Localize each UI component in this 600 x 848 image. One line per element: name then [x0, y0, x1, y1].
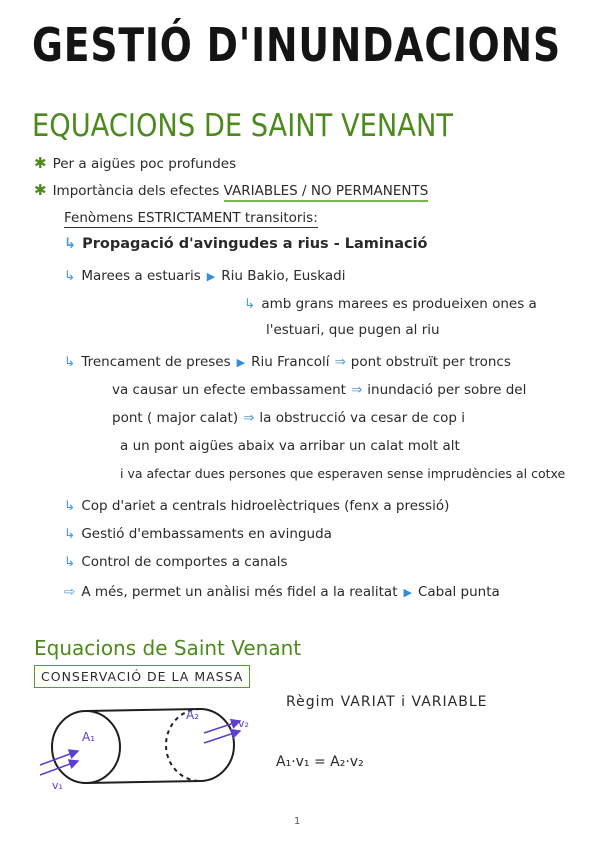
item-dam-break — [64, 354, 511, 370]
outlet-section-front — [200, 709, 234, 781]
regime-text: Règim VARIAT i VARIABLE — [286, 694, 488, 710]
hook-arrow-icon: ↳ — [64, 236, 77, 252]
item-gates — [64, 554, 288, 570]
hook-arrow-icon: ↳ — [64, 526, 76, 542]
dam-line-5: i va afectar dues persones que esperaven sense imprudències al cotxe — [120, 466, 566, 481]
dam-text: inundació per sobre del — [367, 382, 527, 398]
mass-conservation-box: CONSERVACIÓ DE LA MASSA — [34, 665, 250, 688]
item-text: Propagació d'avingudes a rius - Laminació — [82, 236, 428, 252]
triangle-icon: ▶ — [236, 356, 246, 369]
asterisk-icon: ✱ — [34, 181, 47, 199]
item-text: Control de comportes a canals — [81, 554, 288, 570]
double-arrow-icon: ⇒ — [243, 410, 255, 426]
bullet-text: Per a aigües poc profundes — [52, 156, 237, 172]
double-hook-arrow-icon: ⇨ — [64, 584, 76, 600]
pipe-diagram — [34, 695, 264, 795]
dam-text: va causar un efecte embassament — [112, 382, 346, 398]
triangle-icon: ▶ — [206, 270, 216, 283]
inlet-section — [52, 711, 120, 783]
item-text: Trencament de preses — [81, 354, 231, 370]
double-arrow-icon: ⇒ — [350, 382, 363, 398]
hook-arrow-icon: ↳ — [244, 296, 256, 312]
dam-line-2 — [112, 382, 526, 398]
dam-line-3 — [112, 410, 465, 426]
label-v1: v₁ — [52, 779, 63, 792]
pipe-top-edge — [86, 709, 200, 711]
example-text: Riu Bakio, Euskadi — [221, 268, 346, 284]
pipe-bottom-edge — [86, 781, 200, 783]
bullet-text: Importància dels efectes — [52, 183, 220, 199]
continuity-equation: A₁·v₁ = A₂·v₂ — [276, 754, 364, 770]
tides-note-2: l'estuari, que pugen al riu — [266, 322, 440, 338]
section-heading: EQUACIONS DE SAINT VENANT — [32, 108, 454, 144]
section2-heading: Equacions de Saint Venant — [34, 636, 302, 660]
dam-text: la obstrucció va cesar de cop i — [259, 410, 466, 426]
label-a1: A₁ — [82, 730, 96, 744]
tides-note-1 — [244, 296, 537, 312]
page-title: GESTIÓ D'INUNDACIONS — [32, 18, 561, 72]
example-text: Riu Francolí — [251, 354, 330, 370]
phenomena-title-text: Fenòmens ESTRICTAMENT transitoris: — [64, 210, 318, 226]
bullet-importance — [34, 181, 428, 199]
tag-text: Cabal punta — [417, 584, 500, 600]
item-more — [64, 584, 500, 600]
note-text: amb grans marees es produeixen ones a — [261, 296, 537, 312]
label-v2: v₂ — [238, 717, 249, 730]
asterisk-icon: ✱ — [34, 154, 47, 172]
bullet-shallow-water — [34, 154, 236, 172]
phenomena-title — [64, 210, 318, 226]
hook-arrow-icon: ↳ — [64, 268, 76, 284]
hook-arrow-icon: ↳ — [64, 554, 76, 570]
item-text: Cop d'ariet a centrals hidroelèctriques (fenx a pressió) — [81, 498, 450, 514]
item-tides — [64, 268, 345, 284]
dam-line-4: a un pont aigües abaix va arribar un calat molt alt — [120, 438, 460, 454]
triangle-icon: ▶ — [403, 586, 412, 599]
dam-text: pont ( major calat) — [112, 410, 239, 426]
double-arrow-icon: ⇒ — [334, 354, 346, 370]
item-water-hammer — [64, 498, 449, 514]
item-text: A més, permet un anàlisi més fidel a la realitat — [81, 584, 398, 600]
dam-text: pont obstruït per troncs — [350, 354, 511, 370]
label-a2: A₂ — [186, 708, 200, 722]
highlight-text: VARIABLES / NO PERMANENTS — [224, 183, 429, 202]
item-reservoir — [64, 526, 332, 542]
page-number: 1 — [294, 816, 301, 827]
item-text: Gestió d'embassaments en avinguda — [81, 526, 332, 542]
item-propagation — [64, 236, 428, 252]
outflow-arrow — [204, 721, 240, 733]
hook-arrow-icon: ↳ — [64, 498, 76, 514]
item-text: Marees a estuaris — [81, 268, 201, 284]
hook-arrow-icon: ↳ — [64, 354, 76, 370]
